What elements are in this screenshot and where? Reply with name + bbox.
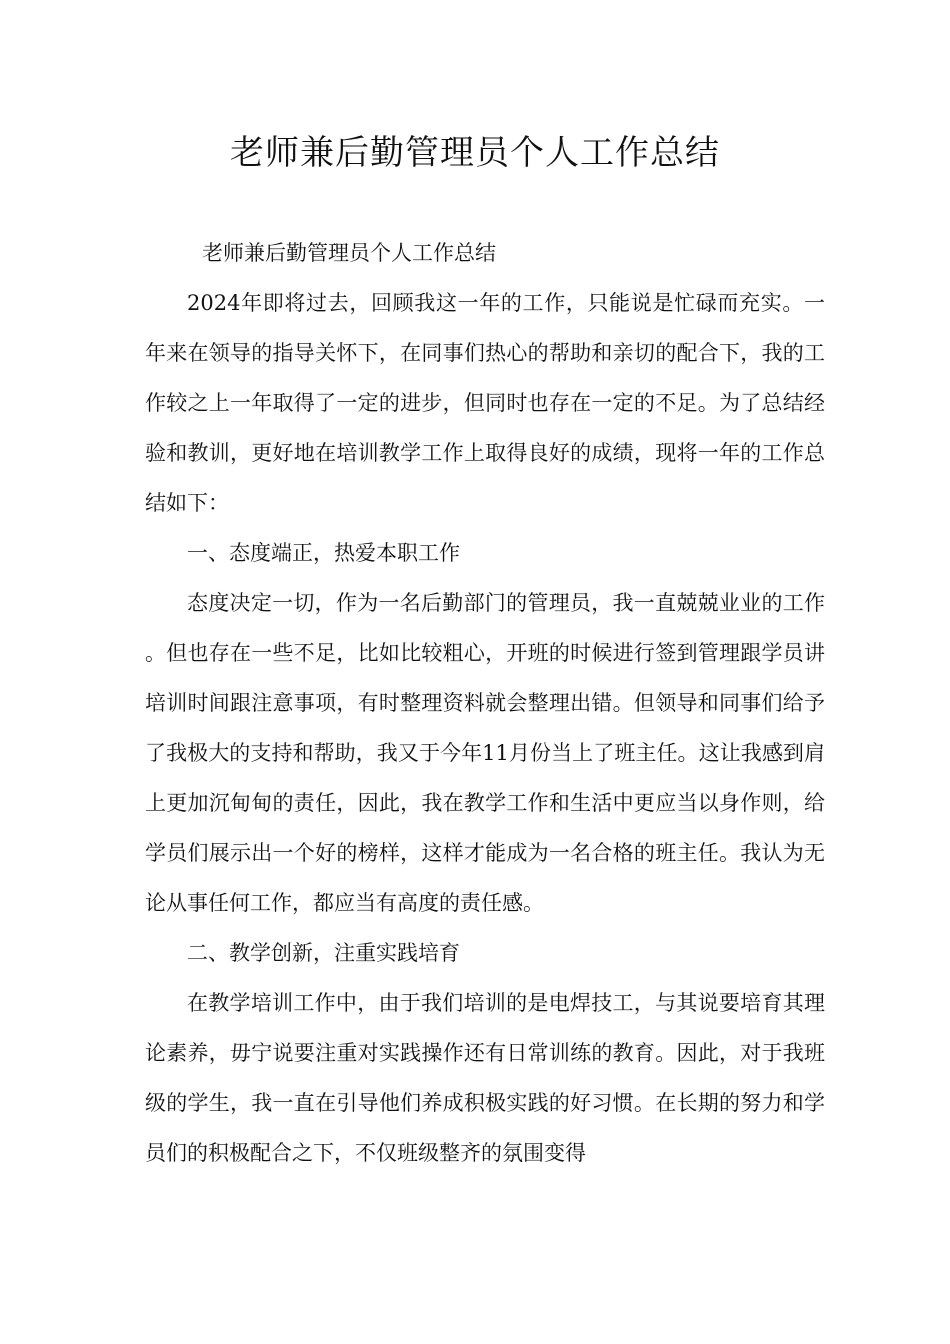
document-subtitle: 老师兼后勤管理员个人工作总结 xyxy=(202,241,496,265)
paragraph-attitude: 态度决定一切，作为一名后勤部门的管理员，我一直兢兢业业的工作。但也存在一些不足，比如比较粗心，开班的时候进行签到管理跟学员讲培训时间跟注意事项，有时整理资料就会整理出错。但领导和同事们给予了我极大的支持和帮助，我又于今年11月份当上了班主任。这让我感到肩上更加沉甸甸的责任，因此，我在教学工作和生活中更应当以身作则，给学员们展示出一个好的榜样，这样才能成为一名合格的班主任。我认为无论从事任何工作，都应当有高度的责任感。 xyxy=(145,591,825,915)
section-heading-teaching: 二、教学创新，注重实践培育 xyxy=(187,941,460,965)
document-title: 老师兼后勤管理员个人工作总结 xyxy=(230,133,720,173)
document-body xyxy=(145,228,825,1178)
paragraph-intro: 2024年即将过去，回顾我这一年的工作，只能说是忙碌而充实。一年来在领导的指导关怀下，在同事们热心的帮助和亲切的配合下，我的工作较之上一年取得了一定的进步，但同时也存在一定的不足。为了总结经验和教训，更好地在培训教学工作上取得良好的成绩，现将一年的工作总结如下： xyxy=(145,291,825,515)
section-heading-attitude: 一、态度端正，热爱本职工作 xyxy=(187,541,460,565)
paragraph-teaching: 在教学培训工作中，由于我们培训的是电焊技工，与其说要培育其理论素养，毋宁说要注重对实践操作还有日常训练的教育。因此，对于我班级的学生，我一直在引导他们养成积极实践的好习惯。在长期的努力和学员们的积极配合之下，不仅班级整齐的氛围变得 xyxy=(145,991,825,1165)
